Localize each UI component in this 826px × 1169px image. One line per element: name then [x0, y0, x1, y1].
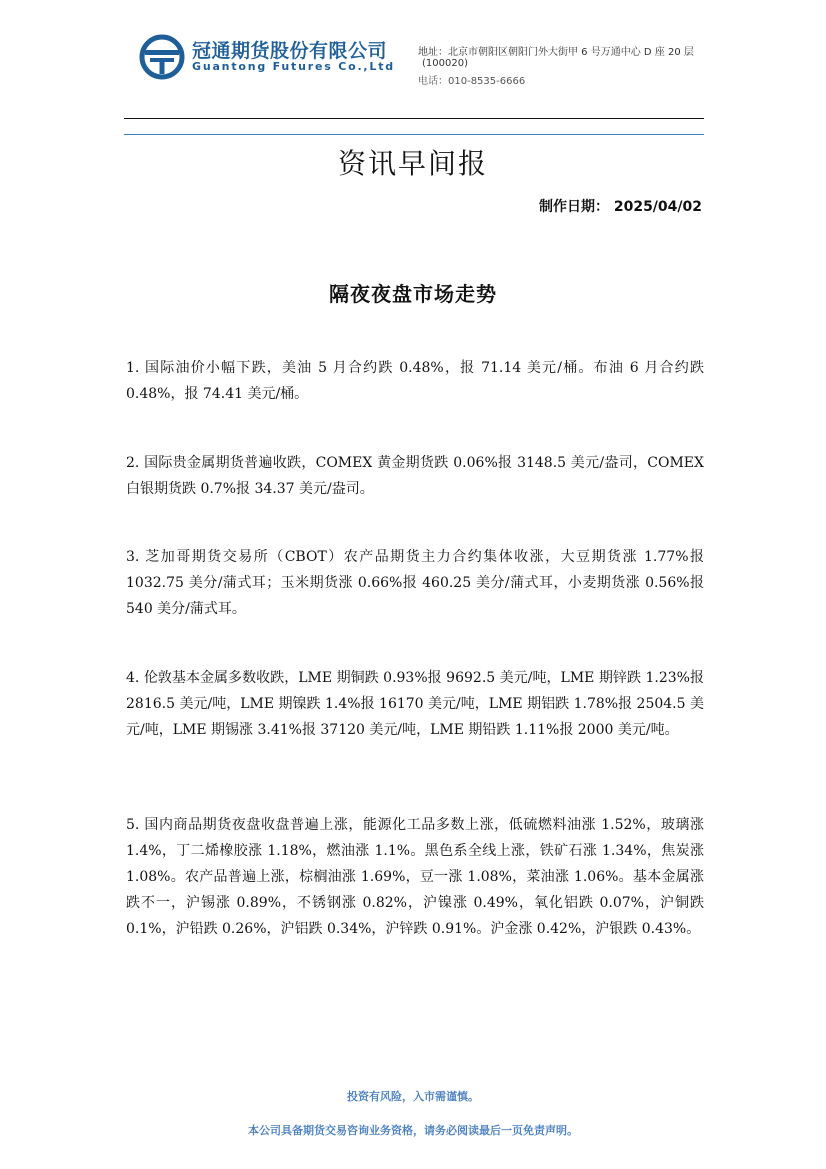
letterhead	[0, 0, 826, 140]
news-paragraph-domestic: 5. 国内商品期货夜盘收盘普遍上涨，能源化工品多数上涨，低硫燃料油涨 1.52%，玻璃涨 1.4%，丁二烯橡胶涨 1.18%，燃油涨 1.1%。黑色系全线上涨，铁矿石涨 1.34%，焦炭涨 1.08%。农产品普遍上涨，棕榈油涨 1.69%，豆一涨 1.08%，菜油涨 1.06%。基本金属涨跌不一，沪锡涨 0.89%，不锈钢涨 0.82%，沪镍涨 0.49%，氧化铝跌 0.07%，沪铜跌 0.1%，沪铅跌 0.26%，沪铝跌 0.34%，沪锌跌 0.91%。沪金涨 0.42%，沪银跌 0.43%。	[126, 817, 704, 937]
company-phone: 电话：010-8535-6666	[418, 76, 526, 87]
header-divider	[124, 118, 704, 119]
news-paragraph-lme: 4. 伦敦基本金属多数收跌，LME 期铜跌 0.93%报 9692.5 美元/吨，LME 期锌跌 1.23%报 2816.5 美元/吨，LME 期镍跌 1.4%报 16170 美元/吨，LME 期铝跌 1.78%报 2504.5 美元/吨，LME 期锡涨 3.41%报 37120 美元/吨，LME 期铅跌 1.11%报 2000 美元/吨。	[126, 670, 704, 738]
document-title: 资讯早间报	[337, 147, 488, 180]
header-divider-accent	[124, 134, 704, 135]
risk-notice: 投资有风险，入市需谨慎。	[347, 1090, 479, 1103]
company-postcode: (100020)	[422, 58, 468, 69]
production-date	[539, 196, 702, 216]
company-name-cn: 冠通期货股份有限公司	[192, 40, 388, 62]
company-address: 地址：北京市朝阳区朝阳门外大街甲 6 号万通中心 D 座 20 层	[418, 47, 694, 58]
company-logo-icon	[139, 34, 185, 80]
news-paragraph-cbot: 3. 芝加哥期货交易所（CBOT）农产品期货主力合约集体收涨，大豆期货涨 1.77%报 1032.75 美分/蒲式耳；玉米期货涨 0.66%报 460.25 美分/蒲式耳，小麦期货涨 0.56%报 540 美分/蒲式耳。	[126, 549, 704, 617]
date-value: 2025/04/02	[613, 199, 702, 215]
news-paragraph-precious-metals: 2. 国际贵金属期货普遍收跌，COMEX 黄金期货跌 0.06%报 3148.5 美元/盎司，COMEX 白银期货跌 0.7%报 34.37 美元/盎司。	[126, 455, 704, 497]
section-title: 隔夜夜盘市场走势	[329, 282, 497, 306]
company-name-en: Guantong Futures Co.,Ltd	[192, 60, 395, 73]
date-label: 制作日期：	[538, 199, 609, 215]
disclaimer-notice: 本公司具备期货交易咨询业务资格，请务必阅读最后一页免责声明。	[248, 1124, 578, 1137]
news-paragraph-oil: 1. 国际油价小幅下跌，美油 5 月合约跌 0.48%，报 71.14 美元/桶。布油 6 月合约跌 0.48%，报 74.41 美元/桶。	[126, 360, 704, 402]
